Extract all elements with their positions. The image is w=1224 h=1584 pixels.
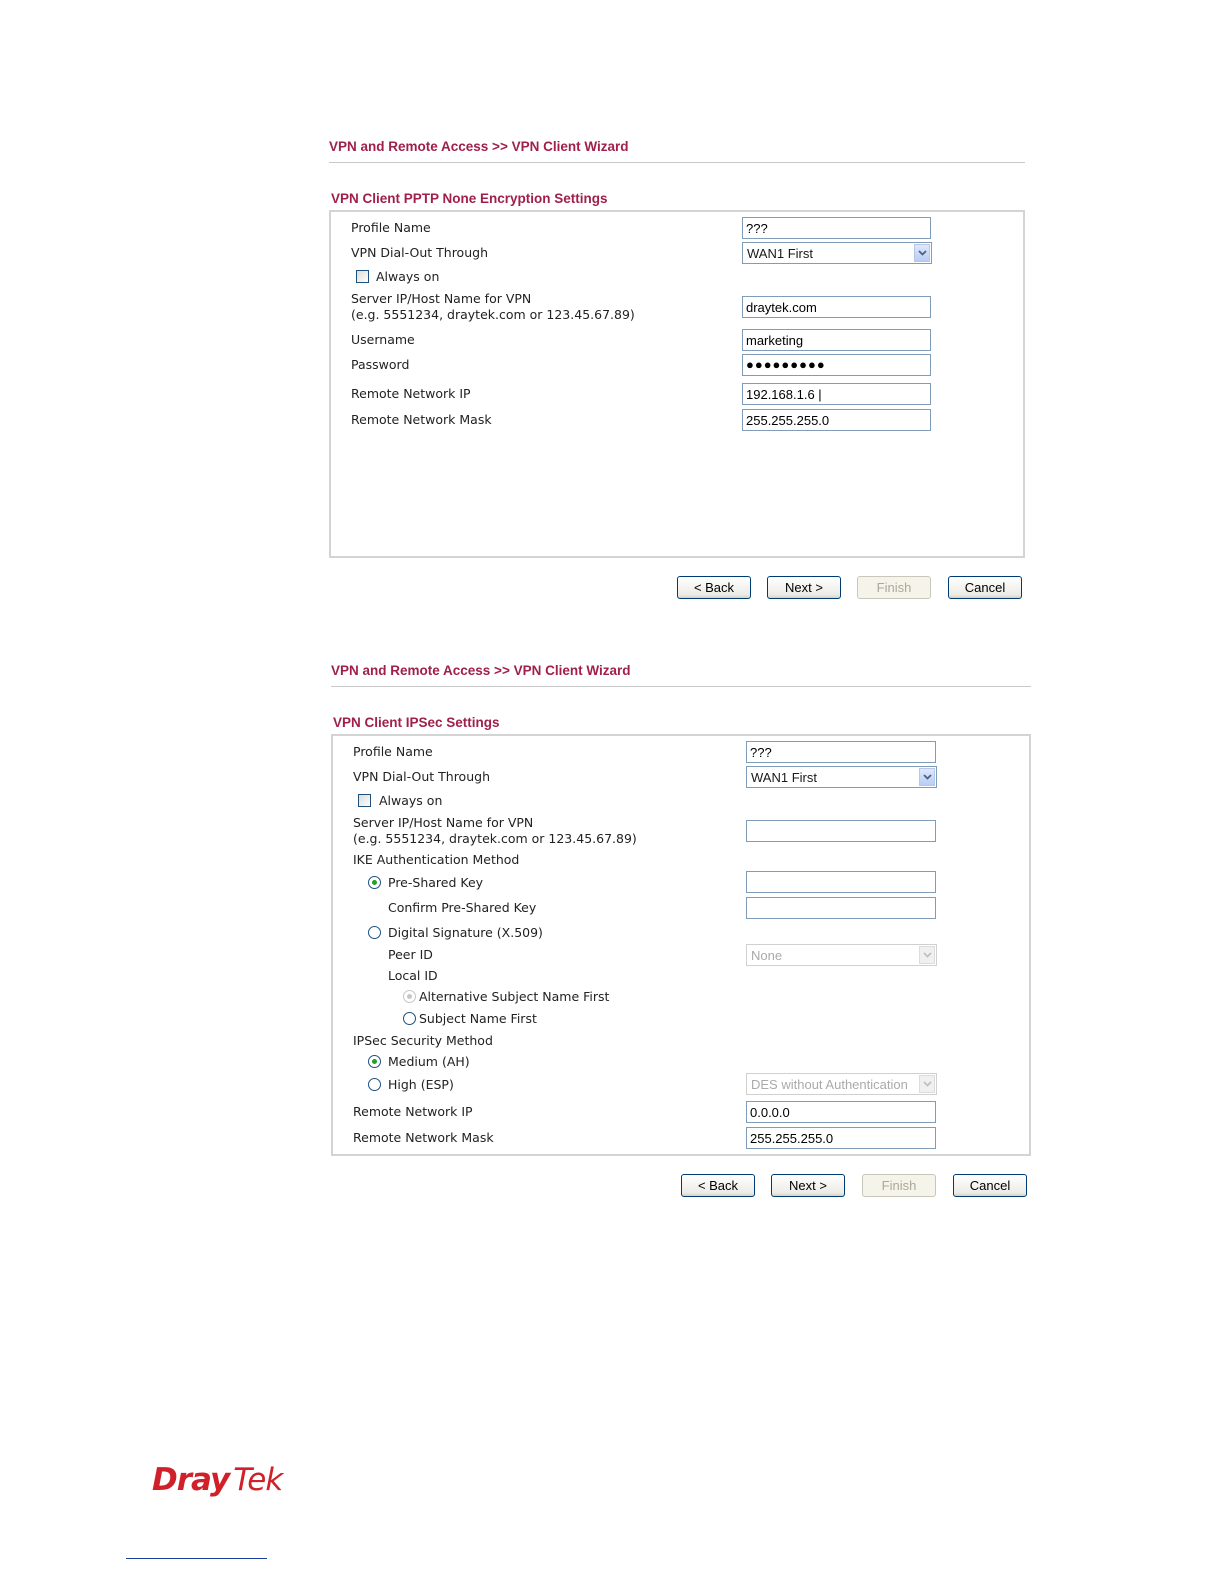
- server-example-label: (e.g. 5551234, draytek.com or 123.45.67.89): [353, 831, 637, 846]
- remote-ip-label: Remote Network IP: [353, 1104, 473, 1119]
- remote-ip-label: Remote Network IP: [351, 386, 471, 401]
- always-on-checkbox[interactable]: [358, 794, 371, 807]
- username-label: Username: [351, 332, 415, 347]
- remote-ip-input[interactable]: [746, 1101, 936, 1123]
- cancel-button[interactable]: Cancel: [948, 576, 1022, 599]
- medium-ah-radio[interactable]: [368, 1055, 381, 1068]
- psk-radio[interactable]: [368, 876, 381, 889]
- wizard1-breadcrumb: VPN and Remote Access >> VPN Client Wizard: [329, 139, 629, 154]
- peer-id-value: None: [751, 948, 783, 963]
- wizard2-title-rule: [331, 686, 1031, 687]
- esp-method-value: DES without Authentication: [751, 1077, 908, 1092]
- footer-rule: [126, 1558, 267, 1559]
- remote-ip-input[interactable]: [742, 383, 931, 405]
- psk-input[interactable]: [746, 871, 936, 893]
- password-label: Password: [351, 357, 410, 372]
- peer-id-label: Peer ID: [388, 947, 433, 962]
- high-esp-radio[interactable]: [368, 1078, 381, 1091]
- alt-subject-label: Alternative Subject Name First: [419, 989, 610, 1004]
- logo-part-tek: Tek: [233, 1462, 283, 1498]
- digital-signature-label: Digital Signature (X.509): [388, 925, 543, 940]
- server-label: Server IP/Host Name for VPN: [353, 815, 534, 830]
- subject-label: Subject Name First: [419, 1011, 537, 1026]
- profile-name-input[interactable]: [746, 741, 936, 763]
- password-input[interactable]: ●●●●●●●●●: [742, 354, 931, 376]
- always-on-label: Always on: [376, 269, 440, 284]
- ike-method-label: IKE Authentication Method: [353, 852, 520, 867]
- wizard2-section-title: VPN Client IPSec Settings: [333, 715, 500, 730]
- esp-method-select[interactable]: [746, 1073, 937, 1095]
- local-id-label: Local ID: [388, 968, 438, 983]
- dial-out-value: WAN1 First: [751, 770, 817, 785]
- chevron-down-icon: [919, 1075, 935, 1093]
- chevron-down-icon: [919, 946, 935, 964]
- wizard1-title-rule: [329, 162, 1025, 163]
- back-button[interactable]: < Back: [677, 576, 751, 599]
- chevron-down-icon[interactable]: [914, 244, 930, 262]
- alt-subject-radio[interactable]: [403, 990, 416, 1003]
- server-input[interactable]: [742, 296, 931, 318]
- dial-out-label: VPN Dial-Out Through: [353, 769, 490, 784]
- logo-part-dray: Dray: [152, 1462, 230, 1498]
- always-on-checkbox[interactable]: [356, 270, 369, 283]
- remote-mask-label: Remote Network Mask: [353, 1130, 494, 1145]
- psk-label: Pre-Shared Key: [388, 875, 484, 890]
- remote-mask-input[interactable]: [742, 409, 931, 431]
- back-button[interactable]: < Back: [681, 1174, 755, 1197]
- high-esp-label: High (ESP): [388, 1077, 454, 1092]
- server-input[interactable]: [746, 820, 936, 842]
- remote-mask-label: Remote Network Mask: [351, 412, 492, 427]
- wizard1-section-title: VPN Client PPTP None Encryption Settings: [331, 191, 608, 206]
- profile-name-label: Profile Name: [353, 744, 433, 759]
- confirm-psk-input[interactable]: [746, 897, 936, 919]
- always-on-label: Always on: [379, 793, 443, 808]
- chevron-down-icon[interactable]: [919, 768, 935, 786]
- dial-out-label: VPN Dial-Out Through: [351, 245, 488, 260]
- next-button[interactable]: Next >: [771, 1174, 845, 1197]
- ipsec-method-label: IPSec Security Method: [353, 1033, 493, 1048]
- dial-out-value: WAN1 First: [747, 246, 813, 261]
- subject-radio[interactable]: [403, 1012, 416, 1025]
- server-label: Server IP/Host Name for VPN: [351, 291, 532, 306]
- finish-button[interactable]: Finish: [862, 1174, 936, 1197]
- draytek-logo: [152, 1462, 282, 1498]
- profile-name-input[interactable]: [742, 217, 931, 239]
- wizard2-breadcrumb: VPN and Remote Access >> VPN Client Wizard: [331, 663, 631, 678]
- dial-out-select[interactable]: [742, 242, 932, 264]
- cancel-button[interactable]: Cancel: [953, 1174, 1027, 1197]
- peer-id-select[interactable]: [746, 944, 937, 966]
- finish-button[interactable]: Finish: [857, 576, 931, 599]
- profile-name-label: Profile Name: [351, 220, 431, 235]
- digital-signature-radio[interactable]: [368, 926, 381, 939]
- next-button[interactable]: Next >: [767, 576, 841, 599]
- server-example-label: (e.g. 5551234, draytek.com or 123.45.67.89): [351, 307, 635, 322]
- remote-mask-input[interactable]: [746, 1127, 936, 1149]
- confirm-psk-label: Confirm Pre-Shared Key: [388, 900, 537, 915]
- username-input[interactable]: [742, 329, 931, 351]
- medium-ah-label: Medium (AH): [388, 1054, 470, 1069]
- dial-out-select[interactable]: [746, 766, 937, 788]
